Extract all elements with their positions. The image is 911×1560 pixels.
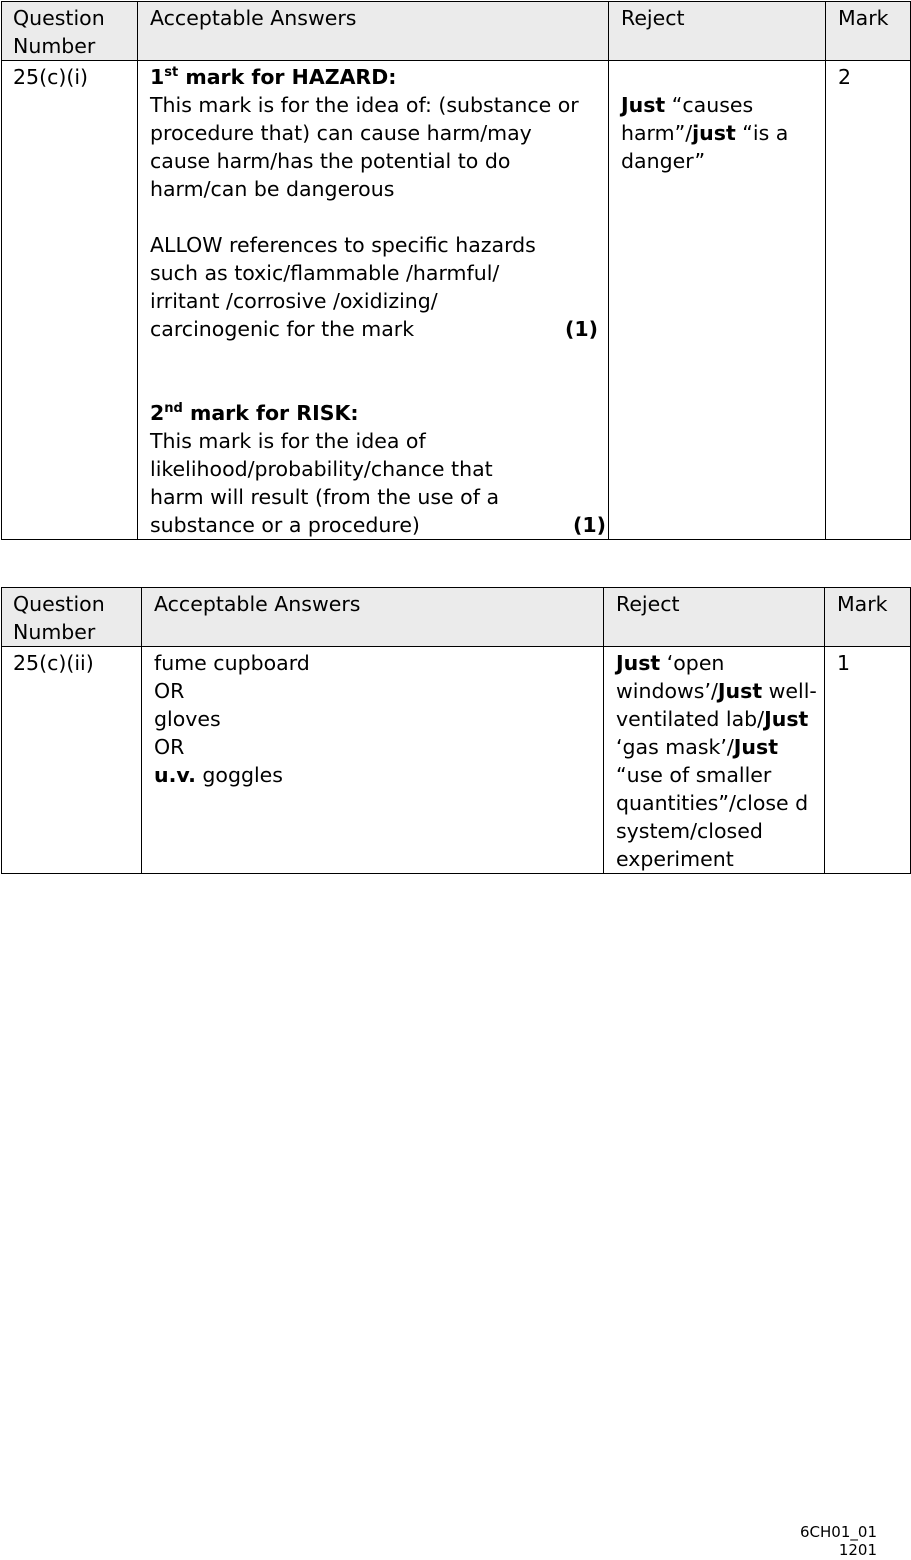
header-row xyxy=(2,2,911,61)
acceptable-answers-cell xyxy=(142,647,604,874)
hazard-text: This mark is for the idea of: (substance or procedure that) can cause harm/may cause harm/has the potential to do harm/can be dangerous xyxy=(150,93,579,201)
allow-block xyxy=(150,231,598,343)
paper-code: 6CH01_01 xyxy=(800,1523,877,1541)
hazard-heading: 1st mark for HAZARD: xyxy=(150,65,397,89)
header-acceptable-answers: Acceptable Answers xyxy=(138,2,609,61)
answer-line: OR xyxy=(154,679,185,703)
reject-cell: Just “causes harm”/just “is a danger” xyxy=(609,61,826,540)
paper-date: 1201 xyxy=(838,1541,877,1559)
hazard-mark: (1) xyxy=(564,317,598,341)
header-question-number: Question Number xyxy=(2,2,138,61)
answer-line: OR xyxy=(154,735,185,759)
header-row xyxy=(2,588,911,647)
answer-line: u.v. goggles xyxy=(154,763,283,787)
header-reject: Reject xyxy=(609,2,826,61)
risk-heading: 2nd mark for RISK: xyxy=(150,401,359,425)
answer-line: fume cupboard xyxy=(154,651,310,675)
answer-line: gloves xyxy=(154,707,221,731)
risk-text: This mark is for the idea of likelihood/probability/chance that harm will result (from the use of a substance or a procedure) xyxy=(150,429,500,537)
mark-scheme-table-25ci xyxy=(1,1,911,540)
question-number: 25(c)(i) xyxy=(2,61,138,540)
header-mark: Mark xyxy=(825,588,911,647)
header-acceptable-answers: Acceptable Answers xyxy=(142,588,604,647)
header-question-number: Question Number xyxy=(2,588,142,647)
header-reject: Reject xyxy=(604,588,825,647)
table-row xyxy=(2,647,911,874)
risk-mark: (1) xyxy=(572,513,606,537)
page-footer xyxy=(800,1523,877,1559)
risk-block xyxy=(150,427,606,539)
header-mark: Mark xyxy=(826,2,911,61)
mark-value: 1 xyxy=(825,647,911,874)
allow-text: ALLOW references to specific hazards such as toxic/flammable /harmful/ irritant /corrosive /oxidizing/ carcinogenic for the mark xyxy=(150,233,536,341)
question-number: 25(c)(ii) xyxy=(2,647,142,874)
mark-scheme-table-25cii xyxy=(1,587,911,874)
mark-value: 2 xyxy=(826,61,911,540)
reject-cell: Just ‘open windows’/Just well-ventilated lab/Just ‘gas mask’/Just “use of smaller quantities”/close d system/closed experiment xyxy=(604,647,825,874)
acceptable-answers-cell xyxy=(138,61,609,540)
table-row xyxy=(2,61,911,540)
